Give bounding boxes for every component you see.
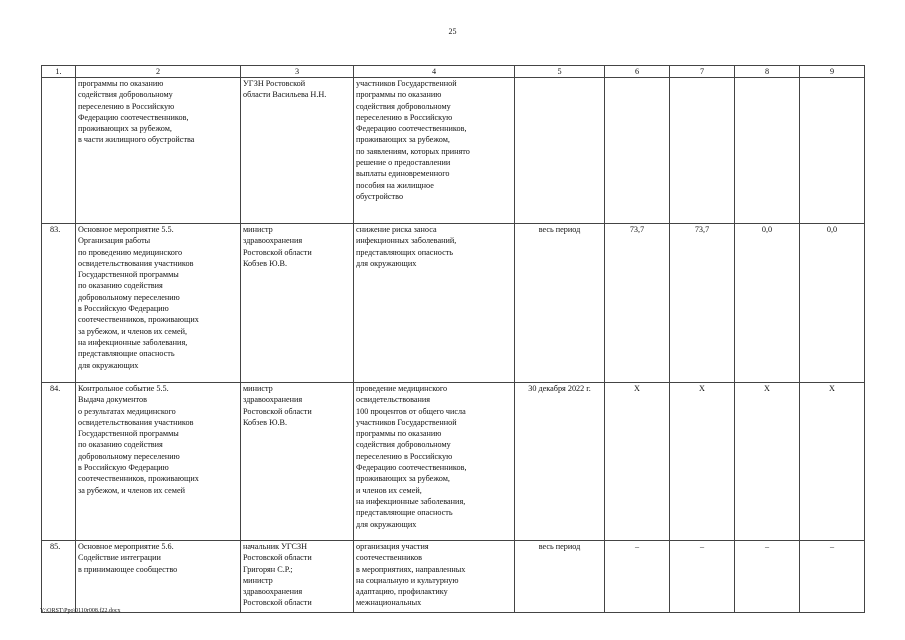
responsible-cell: министр здравоохранения Ростовской области Кобзев Ю.В. xyxy=(241,224,354,383)
value-cell xyxy=(735,78,800,224)
value-cell: 0,0 xyxy=(735,224,800,383)
activity-cell: Основное мероприятие 5.6. Содействие интеграции в принимающее сообщество xyxy=(76,541,241,613)
result-cell: снижение риска заноса инфекционных заболеваний, представляющих опасность для окружающих xyxy=(354,224,515,383)
header-cell: 6 xyxy=(605,66,670,78)
value-cell: Х xyxy=(735,383,800,541)
responsible-cell: начальник УГСЗН Ростовской области Григорян С.Р.; министр здравоохранения Ростовской области xyxy=(241,541,354,613)
responsible-cell: УГЗН Ростовской области Васильева Н.Н. xyxy=(241,78,354,224)
header-cell: 5 xyxy=(515,66,605,78)
header-cell: 2 xyxy=(76,66,241,78)
table-row xyxy=(42,78,865,224)
result-cell: проведение медицинского освидетельствования 100 процентов от общего числа участников Государственной программы по оказанию содействия добровольному переселению в Российскую Федерацию соотечественников, проживающих за рубежом, и членов их семей, на инфекционные заболевания, представляющие опасность для окружающих xyxy=(354,383,515,541)
header-cell: 9 xyxy=(800,66,865,78)
activity-cell: Контрольное событие 5.5. Выдача документов о результатах медицинского освидетельствования участников Государственной программы по оказанию содействия добровольному переселению в Российскую Федерацию соотечественников, проживающих за рубежом, и членов их семей xyxy=(76,383,241,541)
result-cell: участников Государственной программы по оказанию содействия добровольному переселению в Российскую Федерацию соотечественников, проживающих за рубежом, по заявлениям, которых принято решение о предоставлении выплаты единовременного пособия на жилищное обустройство xyxy=(354,78,515,224)
value-cell: – xyxy=(670,541,735,613)
header-cell: 4 xyxy=(354,66,515,78)
period-cell: весь период xyxy=(515,224,605,383)
plan-table xyxy=(41,65,865,613)
value-cell xyxy=(605,78,670,224)
value-cell xyxy=(800,78,865,224)
header-cell: 8 xyxy=(735,66,800,78)
row-number-cell: 84. xyxy=(42,383,76,541)
activity-cell: Основное мероприятие 5.5. Организация работы по проведению медицинского освидетельствования участников Государственной программы по оказанию содействия добровольному переселению в Российскую Федерацию соотечественников, проживающих за рубежом, и членов их семей, на инфекционные заболевания, представляющие опасность для окружающих xyxy=(76,224,241,383)
table-row xyxy=(42,383,865,541)
table-header-row xyxy=(42,66,865,78)
value-cell: – xyxy=(735,541,800,613)
period-cell xyxy=(515,78,605,224)
header-cell: 7 xyxy=(670,66,735,78)
header-cell: 1. xyxy=(42,66,76,78)
table-row xyxy=(42,224,865,383)
value-cell: 73,7 xyxy=(605,224,670,383)
row-number-cell: 83. xyxy=(42,224,76,383)
header-cell: 3 xyxy=(241,66,354,78)
value-cell: Х xyxy=(670,383,735,541)
period-cell: 30 декабря 2022 г. xyxy=(515,383,605,541)
value-cell xyxy=(670,78,735,224)
activity-cell: программы по оказанию содействия добровольному переселению в Российскую Федерацию соотечественников, проживающих за рубежом, в части жилищного обустройства xyxy=(76,78,241,224)
value-cell: Х xyxy=(800,383,865,541)
result-cell: организация участия соотечественников в мероприятиях, направленных на социальную и культурную адаптацию, профилактику межнациональных xyxy=(354,541,515,613)
row-number-cell xyxy=(42,78,76,224)
period-cell: весь период xyxy=(515,541,605,613)
page-number: 25 xyxy=(448,27,457,36)
value-cell: – xyxy=(800,541,865,613)
table-row xyxy=(42,541,865,613)
row-number-cell: 85. xyxy=(42,541,76,613)
value-cell: 73,7 xyxy=(670,224,735,383)
responsible-cell: министр здравоохранения Ростовской области Кобзев Ю.В. xyxy=(241,383,354,541)
value-cell: – xyxy=(605,541,670,613)
value-cell: Х xyxy=(605,383,670,541)
value-cell: 0,0 xyxy=(800,224,865,383)
file-path-footer: Y:\ORST\Ppo\0110r008.f22.docx xyxy=(40,608,121,614)
